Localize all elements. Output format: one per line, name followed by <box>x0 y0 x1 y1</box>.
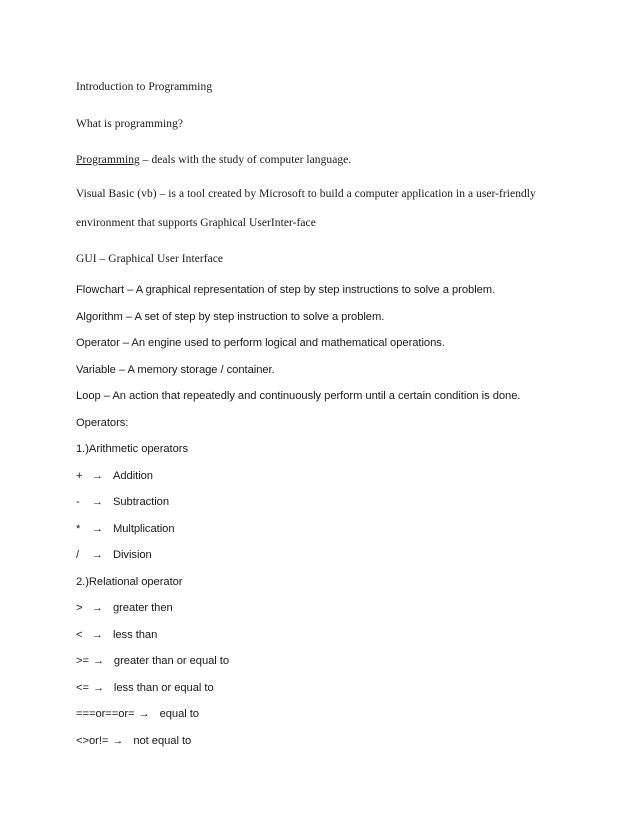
right-arrow-icon: → <box>112 735 124 747</box>
flowchart-definition: Flowchart – A graphical representation of step by step instructions to solve a problem. <box>76 284 496 296</box>
programming-definition-text: – deals with the study of computer language. <box>139 154 352 166</box>
loop-definition: Loop – An action that repeatedly and continuously perform until a certain condition is done. <box>76 390 521 402</box>
operator-label: less than or equal to <box>113 682 214 694</box>
rel-row-equal <box>76 708 199 720</box>
operator-symbol: * <box>76 523 81 535</box>
operator-label: Subtraction <box>112 496 169 508</box>
rel-row-greater-equal <box>76 655 229 667</box>
variable-definition: Variable – A memory storage / container. <box>76 364 275 376</box>
operator-symbol: + <box>76 470 83 482</box>
operator-label: less than <box>112 629 158 641</box>
programming-definition <box>76 154 351 166</box>
doc-title: Introduction to Programming <box>76 81 213 93</box>
arith-row-multiplication <box>76 523 175 535</box>
right-arrow-icon: → <box>92 682 104 694</box>
operator-label: greater then <box>112 602 173 614</box>
relational-heading: 2.)Relational operator <box>76 576 183 588</box>
arithmetic-heading: 1.)Arithmetic operators <box>76 443 189 455</box>
algorithm-definition: Algorithm – A set of step by step instruction to solve a problem. <box>76 311 385 323</box>
right-arrow-icon: → <box>92 602 103 614</box>
operator-label: Division <box>112 549 152 561</box>
vb-definition-line-2: environment that supports Graphical UserInter-face <box>76 217 316 229</box>
operator-symbol: - <box>76 496 80 508</box>
right-arrow-icon: → <box>92 523 103 535</box>
programming-term: Programming <box>76 154 140 166</box>
right-arrow-icon: → <box>92 629 103 641</box>
operator-symbol: > <box>76 602 83 614</box>
rel-row-greater <box>76 602 173 614</box>
rel-row-less-equal <box>76 682 214 694</box>
operator-label: greater than or equal to <box>113 655 230 667</box>
arith-row-subtraction <box>76 496 169 508</box>
operator-label: Addition <box>112 470 153 482</box>
operator-symbol: >= <box>76 655 89 667</box>
rel-row-less <box>76 629 157 641</box>
right-arrow-icon: → <box>92 549 103 561</box>
operator-symbol: < <box>76 629 83 641</box>
operator-label: Multplication <box>112 523 175 535</box>
operator-label: equal to <box>159 708 199 720</box>
vb-definition-line-1: Visual Basic (vb) – is a tool created by Microsoft to build a computer application in a user-friendly <box>76 188 536 200</box>
arith-row-addition <box>76 470 153 482</box>
right-arrow-icon: → <box>92 470 103 482</box>
question-heading: What is programming? <box>76 118 184 130</box>
operators-heading: Operators: <box>76 417 129 429</box>
operator-label: not equal to <box>133 735 192 747</box>
operator-symbol: <= <box>76 682 89 694</box>
gui-definition: GUI – Graphical User Interface <box>76 253 224 265</box>
operator-definition: Operator – An engine used to perform logical and mathematical operations. <box>76 337 445 349</box>
operator-symbol: / <box>76 549 80 561</box>
right-arrow-icon: → <box>92 655 104 667</box>
right-arrow-icon: → <box>138 708 150 720</box>
right-arrow-icon: → <box>92 496 103 508</box>
rel-row-not-equal <box>76 735 191 747</box>
arith-row-division <box>76 549 152 561</box>
operator-symbol: <>or!= <box>76 735 109 747</box>
operator-symbol: ===or==or= <box>76 708 135 720</box>
